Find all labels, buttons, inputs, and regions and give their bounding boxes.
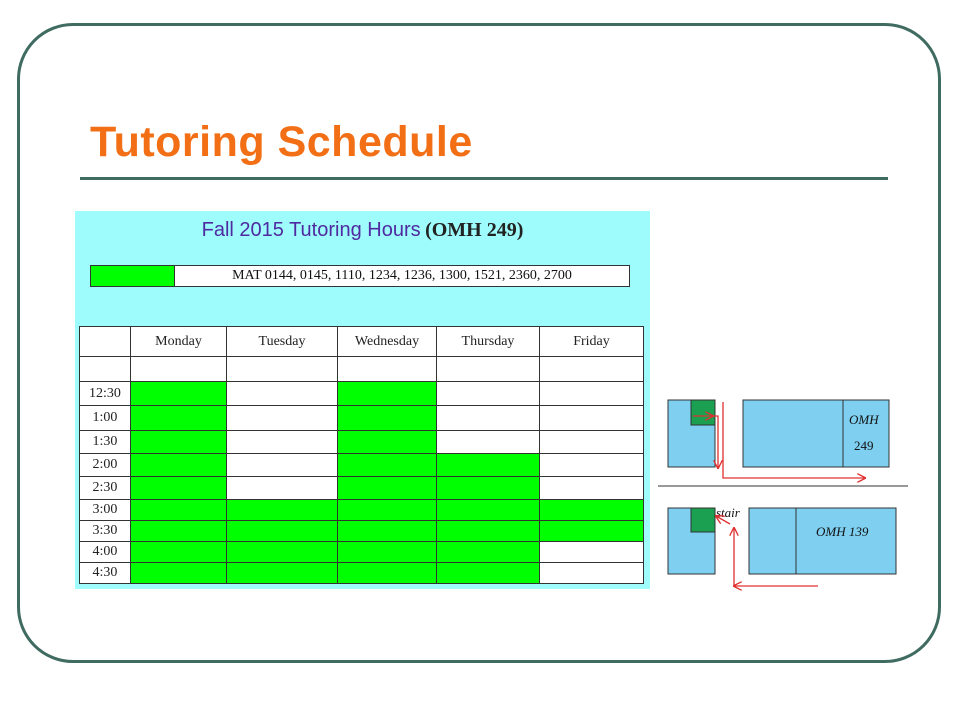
table-row bbox=[80, 542, 644, 563]
day-header: Tuesday bbox=[227, 327, 338, 357]
time-label: 3:30 bbox=[80, 521, 131, 542]
slot-cell-empty bbox=[437, 431, 540, 454]
lower-stair-icon bbox=[691, 508, 715, 532]
slot-cell-tutoring bbox=[338, 500, 437, 521]
slot-cell-tutoring bbox=[338, 431, 437, 454]
upper-stair-icon bbox=[691, 400, 715, 425]
floor-map bbox=[656, 392, 912, 594]
time-label: 2:00 bbox=[80, 454, 131, 477]
schedule-table bbox=[79, 326, 644, 584]
slot-cell-tutoring bbox=[131, 563, 227, 584]
time-label: 1:30 bbox=[80, 431, 131, 454]
slot-cell-empty bbox=[227, 382, 338, 406]
slot-cell-empty bbox=[338, 357, 437, 382]
room-249-label-1: OMH bbox=[849, 412, 879, 427]
slot-cell-empty bbox=[437, 382, 540, 406]
slot-cell-tutoring bbox=[540, 521, 644, 542]
slide-title: Tutoring Schedule bbox=[90, 118, 473, 166]
slot-cell-tutoring bbox=[437, 521, 540, 542]
stair-label: stair bbox=[716, 505, 740, 520]
slot-cell-tutoring bbox=[227, 521, 338, 542]
slot-cell-tutoring bbox=[131, 382, 227, 406]
time-label: 1:00 bbox=[80, 406, 131, 431]
time-label bbox=[80, 357, 131, 382]
room-139-label: OMH 139 bbox=[816, 524, 869, 539]
table-row bbox=[80, 500, 644, 521]
room-omh-249 bbox=[743, 400, 889, 467]
slot-cell-empty bbox=[540, 431, 644, 454]
slot-cell-empty bbox=[437, 357, 540, 382]
corner-cell bbox=[80, 327, 131, 357]
slot-cell-tutoring bbox=[437, 542, 540, 563]
table-row bbox=[80, 454, 644, 477]
table-row bbox=[80, 477, 644, 500]
slot-cell-tutoring bbox=[437, 477, 540, 500]
slot-cell-empty bbox=[227, 477, 338, 500]
slot-cell-empty bbox=[540, 406, 644, 431]
slot-cell-empty bbox=[540, 542, 644, 563]
slot-cell-tutoring bbox=[338, 542, 437, 563]
slot-cell-empty bbox=[540, 563, 644, 584]
slot-cell-tutoring bbox=[227, 563, 338, 584]
time-label: 4:30 bbox=[80, 563, 131, 584]
slot-cell-empty bbox=[540, 477, 644, 500]
slot-cell-tutoring bbox=[338, 406, 437, 431]
room-249-label-2: 249 bbox=[854, 438, 874, 453]
table-row bbox=[80, 563, 644, 584]
slot-cell-empty bbox=[437, 406, 540, 431]
slot-cell-tutoring bbox=[131, 542, 227, 563]
table-row bbox=[80, 431, 644, 454]
time-label: 3:00 bbox=[80, 500, 131, 521]
panel-heading bbox=[75, 219, 650, 242]
slot-cell-tutoring bbox=[437, 500, 540, 521]
slot-cell-tutoring bbox=[338, 521, 437, 542]
slot-cell-empty bbox=[540, 357, 644, 382]
slot-cell-empty bbox=[227, 357, 338, 382]
day-header: Friday bbox=[540, 327, 644, 357]
slot-cell-empty bbox=[227, 431, 338, 454]
slot-cell-tutoring bbox=[227, 542, 338, 563]
day-header: Monday bbox=[131, 327, 227, 357]
slot-cell-tutoring bbox=[338, 477, 437, 500]
time-label: 4:00 bbox=[80, 542, 131, 563]
time-label: 2:30 bbox=[80, 477, 131, 500]
slot-cell-tutoring bbox=[338, 382, 437, 406]
legend bbox=[90, 265, 630, 287]
title-divider bbox=[80, 177, 888, 180]
legend-swatch bbox=[91, 266, 175, 286]
slot-cell-empty bbox=[227, 406, 338, 431]
slot-cell-tutoring bbox=[437, 454, 540, 477]
slot-cell-tutoring bbox=[131, 431, 227, 454]
schedule-header-row bbox=[80, 327, 644, 357]
slot-cell-tutoring bbox=[131, 521, 227, 542]
legend-text: MAT 0144, 0145, 1110, 1234, 1236, 1300, 1521, 2360, 2700 bbox=[232, 268, 572, 283]
slot-cell-tutoring bbox=[227, 500, 338, 521]
room-omh-139 bbox=[749, 508, 896, 574]
table-row bbox=[80, 382, 644, 406]
time-label: 12:30 bbox=[80, 382, 131, 406]
slot-cell-tutoring bbox=[338, 563, 437, 584]
panel-heading-room: (OMH 249) bbox=[425, 219, 524, 241]
slot-cell-tutoring bbox=[338, 454, 437, 477]
slot-cell-tutoring bbox=[540, 500, 644, 521]
slot-cell-tutoring bbox=[131, 477, 227, 500]
day-header: Wednesday bbox=[338, 327, 437, 357]
slot-cell-tutoring bbox=[131, 500, 227, 521]
slot-cell-tutoring bbox=[437, 563, 540, 584]
slot-cell-empty bbox=[131, 357, 227, 382]
table-row bbox=[80, 406, 644, 431]
slot-cell-empty bbox=[227, 454, 338, 477]
table-row bbox=[80, 521, 644, 542]
slot-cell-tutoring bbox=[131, 406, 227, 431]
table-row bbox=[80, 357, 644, 382]
panel-heading-text: Fall 2015 Tutoring Hours bbox=[201, 219, 421, 241]
day-header: Thursday bbox=[437, 327, 540, 357]
slot-cell-empty bbox=[540, 382, 644, 406]
slot-cell-tutoring bbox=[131, 454, 227, 477]
slot-cell-empty bbox=[540, 454, 644, 477]
